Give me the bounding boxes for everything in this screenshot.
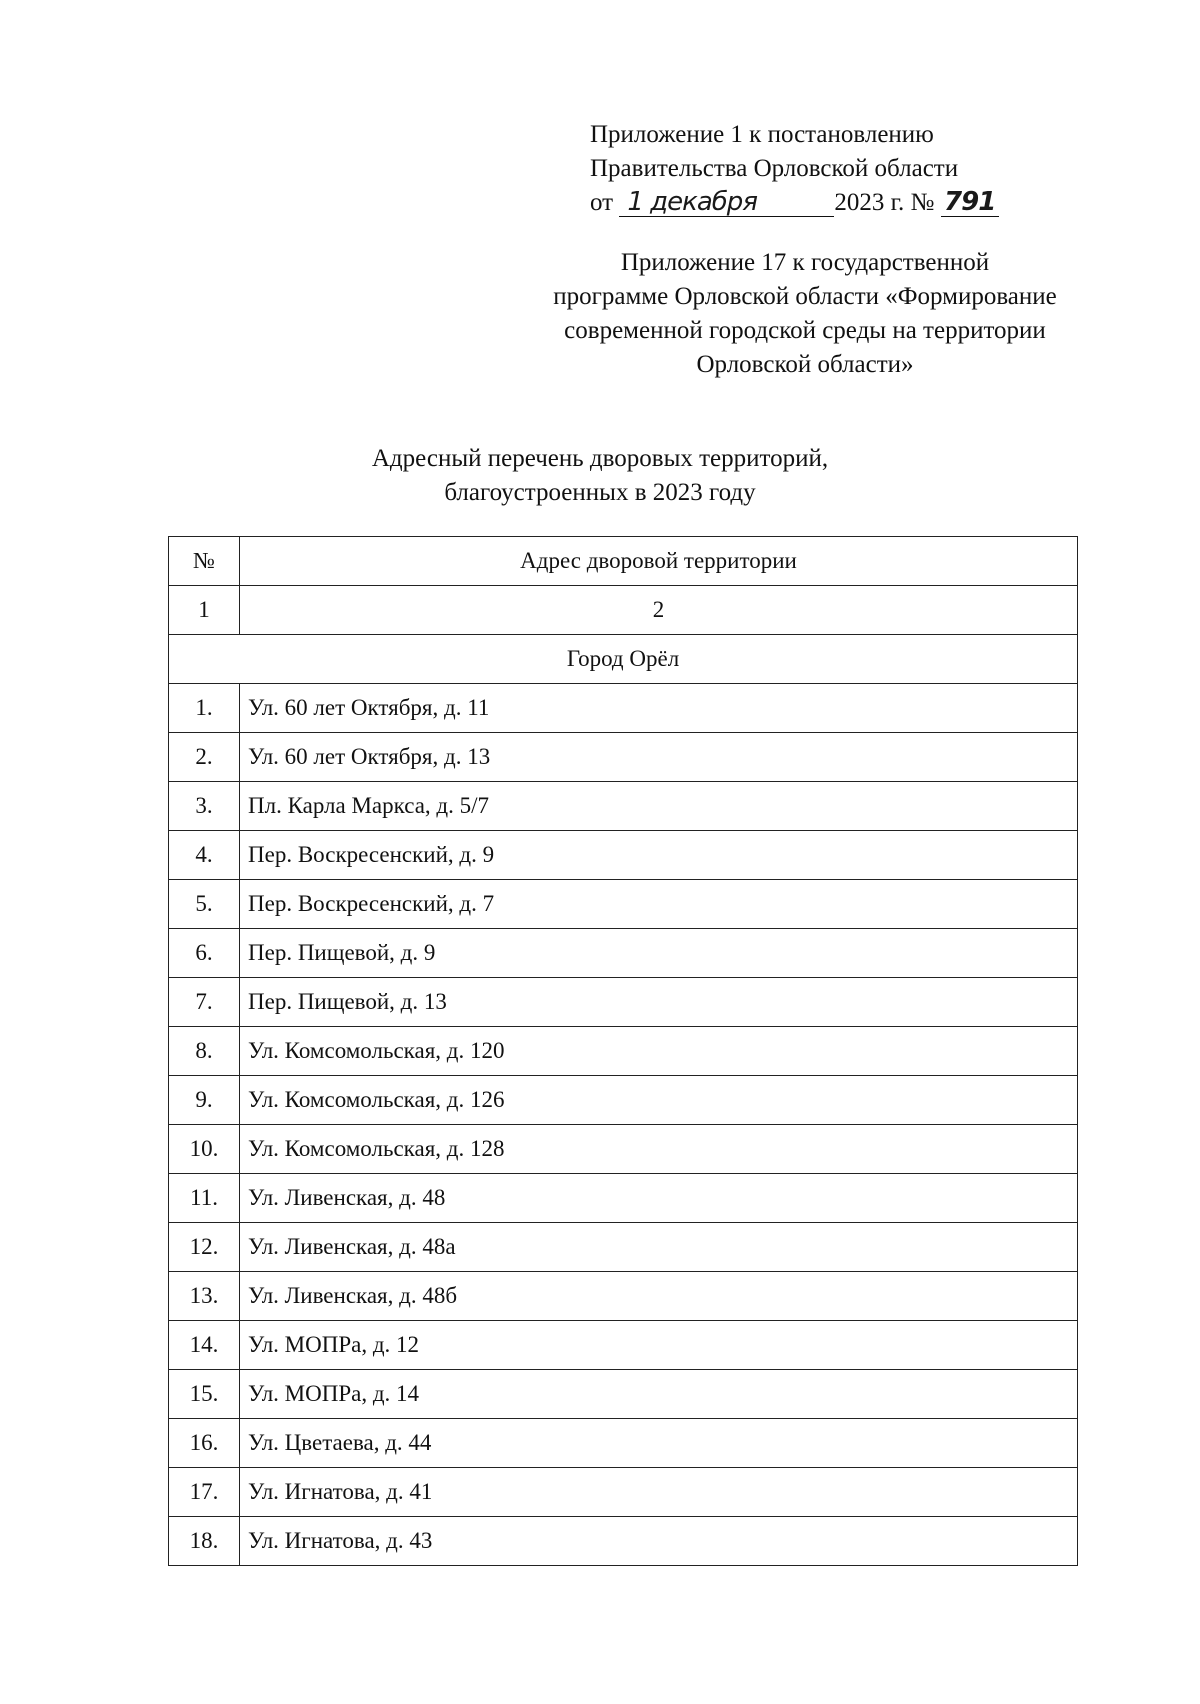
table-header-row: [169, 537, 1078, 586]
row-address: Ул. Игнатова, д. 43: [240, 1517, 1078, 1566]
program-line-4: Орловской области»: [696, 351, 914, 378]
column-number-1: 1: [169, 586, 240, 635]
header-address: Адрес дворовой территории: [240, 537, 1078, 586]
section-row: [169, 635, 1078, 684]
title-line-1: Адресный перечень дворовых территорий,: [371, 445, 829, 472]
table-row: [169, 1272, 1078, 1321]
document-title: [300, 442, 900, 510]
table-row: [169, 684, 1078, 733]
row-address: Ул. МОПРа, д. 12: [240, 1321, 1078, 1370]
row-address: Ул. Комсомольская, д. 128: [240, 1125, 1078, 1174]
header-num: №: [169, 537, 240, 586]
table-row: [169, 929, 1078, 978]
row-number: 12.: [169, 1223, 240, 1272]
annex-reference: [590, 118, 1050, 220]
table-row: [169, 1174, 1078, 1223]
row-number: 10.: [169, 1125, 240, 1174]
program-line-3: современной городской среды на территории: [564, 317, 1046, 344]
table-row: [169, 1468, 1078, 1517]
row-address: Ул. Ливенская, д. 48: [240, 1174, 1078, 1223]
from-prefix: от: [590, 189, 614, 216]
annex-date-line: [590, 186, 1050, 220]
table-row: [169, 1027, 1078, 1076]
row-address: Ул. 60 лет Октября, д. 11: [240, 684, 1078, 733]
row-number: 17.: [169, 1468, 240, 1517]
row-number: 16.: [169, 1419, 240, 1468]
row-number: 7.: [169, 978, 240, 1027]
address-table: [168, 536, 1078, 1566]
row-address: Ул. 60 лет Октября, д. 13: [240, 733, 1078, 782]
row-number: 8.: [169, 1027, 240, 1076]
row-number: 14.: [169, 1321, 240, 1370]
program-line-2: программе Орловской области «Формирование: [553, 283, 1057, 310]
table-row: [169, 1517, 1078, 1566]
table-row: [169, 1419, 1078, 1468]
row-address: Пер. Пищевой, д. 9: [240, 929, 1078, 978]
row-address: Ул. Игнатова, д. 41: [240, 1468, 1078, 1517]
row-address: Пер. Пищевой, д. 13: [240, 978, 1078, 1027]
row-number: 9.: [169, 1076, 240, 1125]
table-row: [169, 831, 1078, 880]
column-number-2: 2: [240, 586, 1078, 635]
row-address: Ул. МОПРа, д. 14: [240, 1370, 1078, 1419]
table-row: [169, 1223, 1078, 1272]
row-number: 1.: [169, 684, 240, 733]
row-number: 2.: [169, 733, 240, 782]
row-address: Ул. Ливенская, д. 48б: [240, 1272, 1078, 1321]
row-address: Пер. Воскресенский, д. 7: [240, 880, 1078, 929]
column-number-row: [169, 586, 1078, 635]
annex-line-1: Приложение 1 к постановлению: [590, 121, 934, 148]
title-line-2: благоустроенных в 2023 году: [444, 479, 756, 506]
table-row: [169, 782, 1078, 831]
table-row: [169, 1076, 1078, 1125]
row-number: 3.: [169, 782, 240, 831]
row-number: 13.: [169, 1272, 240, 1321]
row-address: Пер. Воскресенский, д. 9: [240, 831, 1078, 880]
row-address: Ул. Цветаева, д. 44: [240, 1419, 1078, 1468]
row-number: 5.: [169, 880, 240, 929]
row-address: Ул. Ливенская, д. 48а: [240, 1223, 1078, 1272]
row-address: Ул. Комсомольская, д. 126: [240, 1076, 1078, 1125]
row-address: Пл. Карла Маркса, д. 5/7: [240, 782, 1078, 831]
table-row: [169, 733, 1078, 782]
row-number: 6.: [169, 929, 240, 978]
table-row: [169, 978, 1078, 1027]
program-reference: [510, 246, 1100, 382]
section-city: Город Орёл: [169, 635, 1078, 684]
row-number: 18.: [169, 1517, 240, 1566]
year-text: 2023 г. №: [834, 189, 935, 216]
table-row: [169, 880, 1078, 929]
handwritten-date: 1 декабря: [619, 188, 834, 217]
row-number: 11.: [169, 1174, 240, 1223]
table-body: [169, 586, 1078, 1566]
row-address: Ул. Комсомольская, д. 120: [240, 1027, 1078, 1076]
handwritten-number: 791: [941, 188, 999, 217]
annex-line-2: Правительства Орловской области: [590, 155, 959, 182]
row-number: 15.: [169, 1370, 240, 1419]
program-line-1: Приложение 17 к государственной: [620, 249, 990, 276]
table-row: [169, 1370, 1078, 1419]
table-row: [169, 1321, 1078, 1370]
row-number: 4.: [169, 831, 240, 880]
table-row: [169, 1125, 1078, 1174]
